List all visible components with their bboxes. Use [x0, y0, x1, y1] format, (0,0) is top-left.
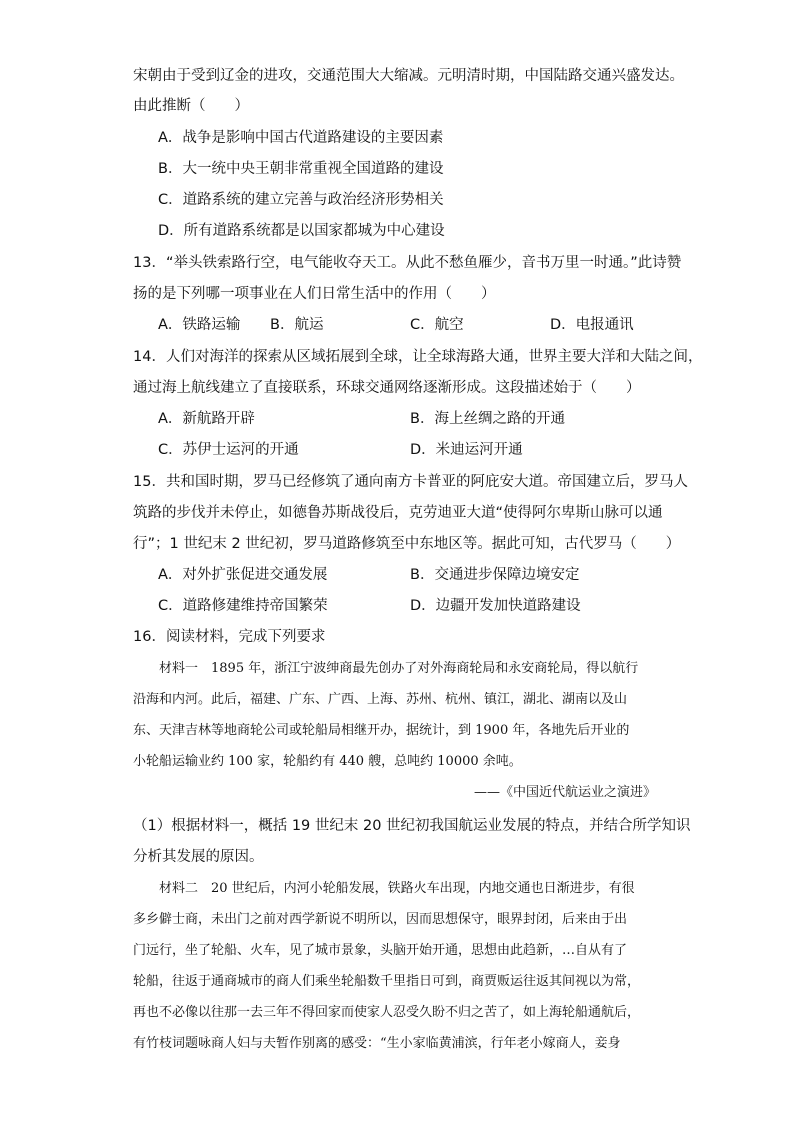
q13-option-d[interactable]: D．电报通讯 [550, 317, 634, 333]
q15-option-d[interactable]: D．边疆开发加快道路建设 [410, 598, 581, 614]
q15-stem-line-3: 行”；1 世纪末 2 世纪初，罗马道路修筑至中东地区等。据此可知，古代罗马（ ） [133, 536, 681, 552]
q15-option-c[interactable]: C．道路修建维持帝国繁荣 [158, 598, 328, 614]
q16-material-2-line-2: 多乡僻士商，未出门之前对西学新说不明所以，因而思想保守，眼界封闭，后来由于出 [133, 912, 628, 927]
q14-stem-line-2: 通过海上航线建立了直接联系，环球交通网络逐渐形成。这段描述始于（ ） [133, 380, 641, 396]
q12-stem-line-2: 由此推断（ ） [133, 98, 249, 114]
q12-option-c[interactable]: C．道路系统的建立完善与政治经济形势相关 [158, 192, 444, 208]
q14-option-d[interactable]: D．米迪运河开通 [410, 442, 523, 458]
q16-stem: 16．阅读材料，完成下列要求 [133, 629, 326, 645]
q13-option-c[interactable]: C．航空 [410, 317, 464, 333]
q12-option-a[interactable]: A．战争是影响中国古代道路建设的主要因素 [158, 130, 444, 146]
q15-stem-line-2: 筑路的步伐并未停止，如德鲁苏斯战役后，克劳迪亚大道“使得阿尔卑斯山脉可以通 [133, 505, 663, 521]
q13-option-b[interactable]: B．航运 [270, 317, 324, 333]
q14-option-a[interactable]: A．新航路开辟 [158, 411, 255, 427]
q14-option-b[interactable]: B．海上丝绸之路的开通 [410, 411, 565, 427]
q12-stem-line-1: 宋朝由于受到辽金的进攻，交通范围大大缩减。元明清时期，中国陆路交通兴盛发达。 [133, 68, 684, 84]
q16-material-1-line-2: 沿海和内河。此后，福建、广东、广西、上海、苏州、杭州、镇江，湖北、湖南以及山 [133, 692, 628, 707]
q15-option-b[interactable]: B．交通进步保障边境安定 [410, 567, 580, 583]
q13-stem-line-2: 扬的是下列哪一项事业在人们日常生活中的作用（ ） [133, 286, 496, 302]
q16-material-1-line-4: 小轮船运输业约 100 家，轮船约有 440 艘，总吨约 10000 余吨。 [133, 754, 522, 769]
q12-option-d[interactable]: D．所有道路系统都是以国家都城为中心建设 [158, 223, 445, 239]
q14-option-c[interactable]: C．苏伊士运河的开通 [158, 442, 299, 458]
q16-material-1-line-3: 东、天津吉林等地商轮公司或轮船局相继开办，据统计，到 1900 年，各地先后开业的 [133, 723, 630, 738]
q16-material-2-line-6: 有竹枝词题咏商人妇与夫暂作别离的感受：“生小家临黄浦滨，行年老小嫁商人，妾身 [133, 1036, 621, 1051]
q15-option-a[interactable]: A．对外扩张促进交通发展 [158, 567, 328, 583]
q16-material-1-line-1: 材料一 1895 年，浙江宁波绅商最先创办了对外海商轮局和永安商轮局，得以航行 [159, 661, 639, 676]
q14-stem-line-1: 14．人们对海洋的探索从区域拓展到全球，让全球海路大通，世界主要大洋和大陆之间， [133, 349, 703, 365]
q16-material-2-line-5: 再也不必像以往那一去三年不得回家而使家人忍受久盼不归之苦了，如上海轮船通航后， [133, 1005, 641, 1020]
q16-material-2-line-1: 材料二 20 世纪后，内河小轮船发展，铁路火车出现，内地交通也日渐进步，有很 [159, 881, 635, 896]
q16-material-2-line-3: 门远行，坐了轮船、火车，见了城市景象，头脑开始开通，思想由此趋新，…自从有了 [133, 943, 628, 958]
q16-subquestion-1-line-2: 分析其发展的原因。 [133, 849, 264, 865]
q13-stem-line-1: 13．“举头铁索路行空，电气能收夺天工。从此不愁鱼雁少，音书万里一时通。”此诗赞 [133, 255, 682, 271]
q16-material-2-line-4: 轮船，往返于通商城市的商人们乘坐轮船数千里指日可到，商贾贩运往返其间视以为常， [133, 974, 641, 989]
q15-stem-line-1: 15．共和国时期，罗马已经修筑了通向南方卡普亚的阿庇安大道。帝国建立后，罗马人 [133, 474, 688, 490]
q16-subquestion-1-line-1: （1）根据材料一，概括 19 世纪末 20 世纪初我国航运业发展的特点，并结合所学知识 [133, 818, 691, 834]
q16-source-1: ——《中国近代航运业之演进》 [473, 785, 656, 800]
q12-option-b[interactable]: B．大一统中央王朝非常重视全国道路的建设 [158, 161, 444, 177]
q13-option-a[interactable]: A．铁路运输 [158, 317, 241, 333]
